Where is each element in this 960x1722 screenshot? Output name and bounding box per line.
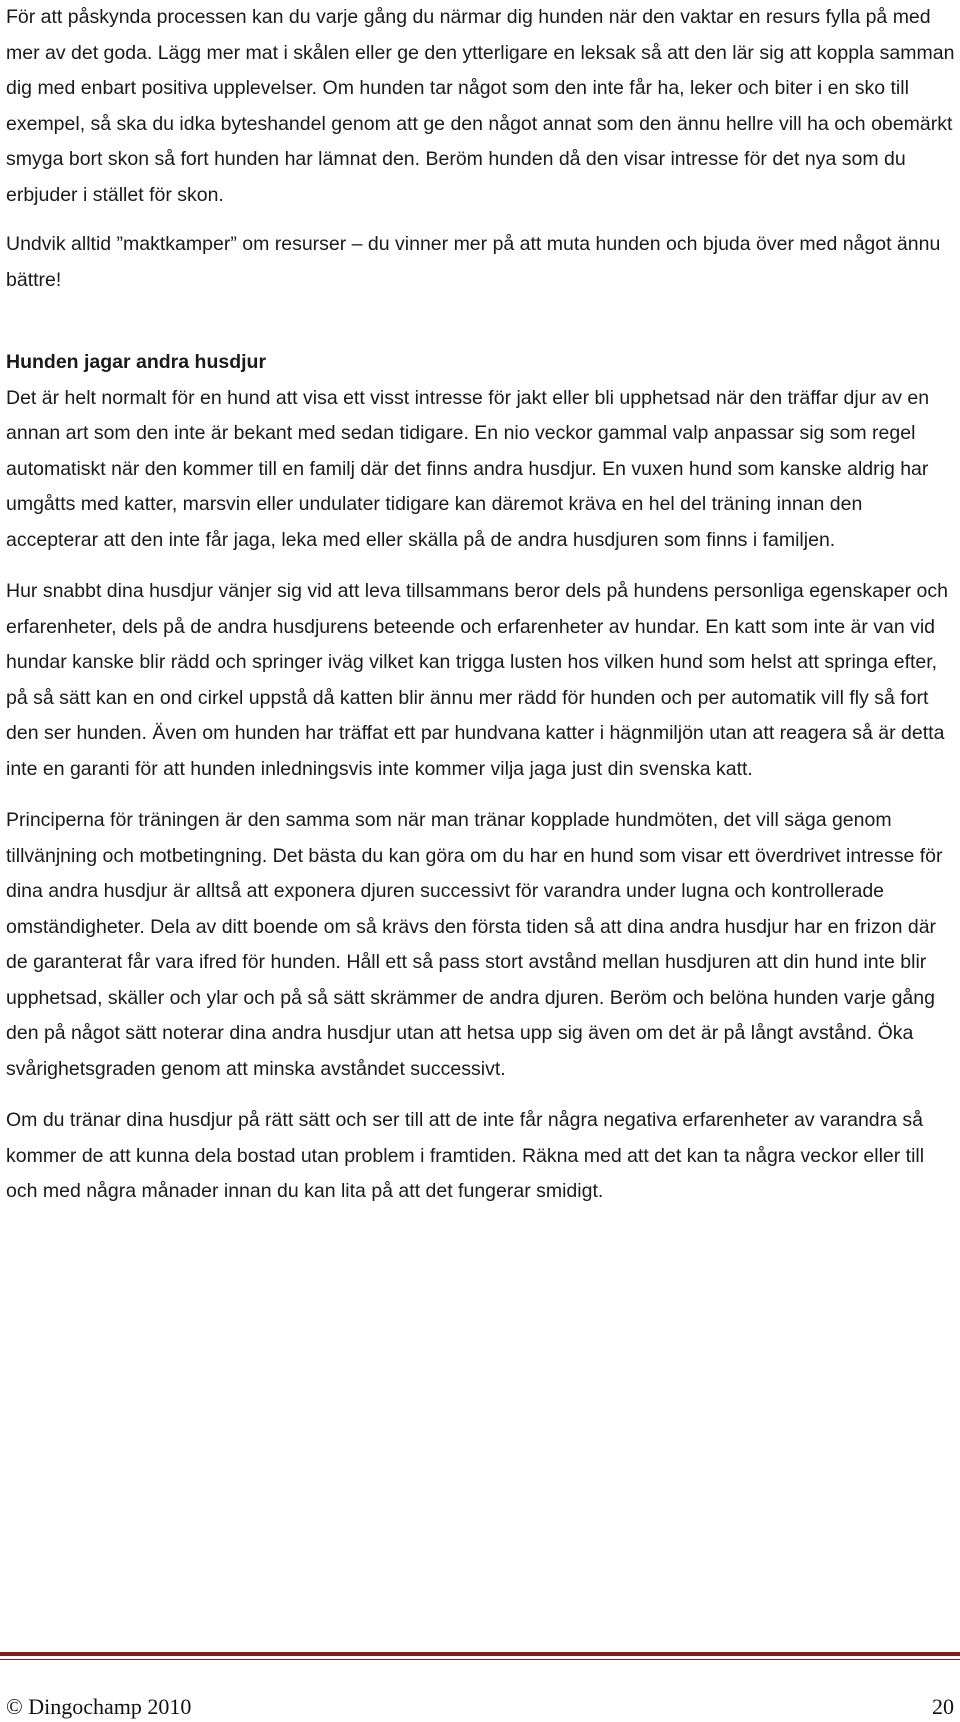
document-page <box>6 0 956 1210</box>
footer-rule-thin <box>0 1659 960 1660</box>
footer-copyright: © Dingochamp 2010 <box>6 1694 192 1719</box>
paragraph-hunting-interest: Det är helt normalt för en hund att visa ett visst intresse för jakt eller bli upphetsad när den träffar djur av en annan art som den inte är bekant med sedan tidigare. En nio veckor gammal valp anpassar sig som regel automatiskt när den kommer till en familj där det finns andra husdjur. En vuxen hund som kanske aldrig har umgåtts med katter, marsvin eller undulater tidigare kan däremot kräva en hel del träning innan den accepterar att den inte får jaga, leka med eller skälla på de andra husdjuren som finns i familjen. <box>6 386 930 551</box>
paragraph-adjustment-speed: Hur snabbt dina husdjur vänjer sig vid att leva tillsammans beror dels på hundens personliga egenskaper och erfarenheter, dels på de andra husdjurens beteende och erfarenheter av hundar. En katt som inte är van vid hundar kanske blir rädd och springer iväg vilket kan trigga lusten hos vilken hund som helst att springa efter, på så sätt kan en ond cirkel uppstå då katten blir ännu mer rädd för hunden och per automatik vill fly så fort den ser hunden. Även om hunden har träffat ett par hundvana katter i hägnmiljön utan att reagera så är detta inte en garanti för att hunden inledningsvis inte kommer vilja jaga just din svenska katt. <box>6 580 948 780</box>
footer-rule <box>0 1652 960 1656</box>
section-heading: Hunden jagar andra husdjur <box>6 351 267 373</box>
paragraph-avoid-power-struggles: Undvik alltid ”maktkamper” om resurser – du vinner mer på att muta hunden och bjuda över med något ännu bättre! <box>6 233 941 291</box>
paragraph-resource-guarding: För att påskynda processen kan du varje gång du närmar dig hunden när den vaktar en resurs fylla på med mer av det goda. Lägg mer mat i skålen eller ge den ytterligare en leksak så att den lär sig att koppla samman dig med enbart positiva upplevelser. Om hunden tar något som den inte får ha, leker och biter i en sko till exempel, så ska du idka byteshandel genom att ge den något annat som den ännu hellre vill ha och obemärkt smyga bort skon så fort hunden har lämnat den. Beröm hunden då den visar intresse för det nya som du erbjuder i stället för skon. <box>6 6 955 206</box>
paragraph-training-principles: Principerna för träningen är den samma som när man tränar kopplade hundmöten, det vill säga genom tillvänjning och motbetingning. Det bästa du kan göra om du har en hund som visar ett överdrivet intresse för dina andra husdjur är alltså att exponera djuren successivt för varandra under lugna och kontrollerade omständigheter. Dela av ditt boende om så krävs den första tiden så att dina andra husdjur har en frizon där de garanterat får vara ifred för hunden. Håll ett så pass stort avstånd mellan husdjuren att din hund inte blir upphetsad, skäller och ylar och på så sätt skrämmer de andra djuren. Beröm och belöna hunden varje gång den på något sätt noterar dina andra husdjur utan att hetsa upp sig även om det är på långt avstånd. Öka svårighetsgraden genom att minska avståndet successivt. <box>6 809 943 1080</box>
page-number: 20 <box>932 1694 954 1719</box>
paragraph-conclusion: Om du tränar dina husdjur på rätt sätt och ser till att de inte får några negativa erfarenheter av varandra så kommer de att kunna dela bostad utan problem i framtiden. Räkna med att det kan ta några veckor eller till och med några månader innan du kan lita på att det fungerar smidigt. <box>6 1109 925 1202</box>
page-footer <box>6 1692 954 1722</box>
